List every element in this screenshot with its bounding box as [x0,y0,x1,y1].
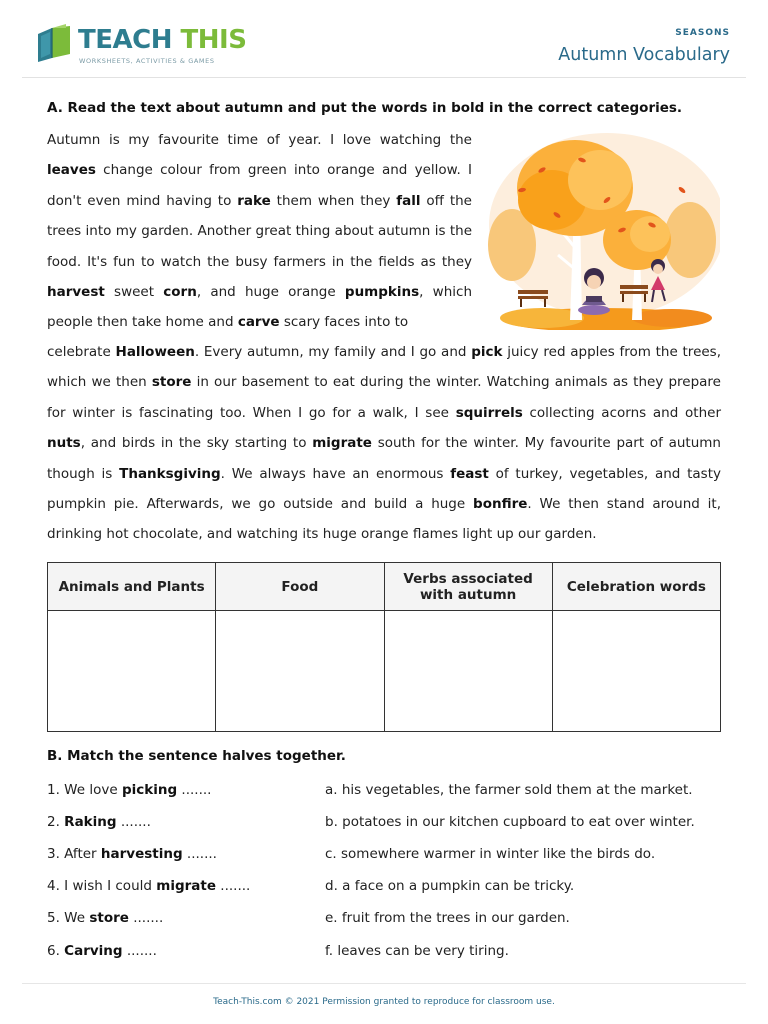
text-run: , and birds in the sky starting to [80,435,313,452]
page-header [22,0,746,78]
bold-vocabulary-word: pick [471,344,503,360]
match-right-item: d. a face on a pumpkin can be tricky. [325,878,575,894]
logo-tagline: WORKSHEETS, ACTIVITIES & GAMES [79,57,215,65]
logo-wordmark: TEACH THIS [78,25,247,55]
column-header-celebration: Celebration words [552,563,720,611]
categories-table [47,562,721,732]
text-run: scary faces into to [279,314,409,331]
text-run: change colour from green into orange and yellow. I don't even mind having to [47,162,472,209]
text-run: . We then stand around it, drinking hot chocolate, and watching its huge orange flames light up our garden. [47,496,721,543]
bold-vocabulary-word: corn [163,284,197,301]
answer-cell-celebration[interactable] [552,611,720,732]
bold-vocabulary-word: Thanksgiving [119,465,221,482]
match-right-item: b. potatoes in our kitchen cupboard to eat over winter. [325,814,695,830]
match-left-item: 2. Raking ....... [47,814,151,830]
section-b-title: B. Match the sentence halves together. [47,748,346,764]
teach-this-logo [36,22,247,70]
bold-vocabulary-word: store [151,374,192,391]
bold-vocabulary-word: rake [237,192,271,209]
match-left-item: 3. After harvesting ....... [47,846,217,862]
text-run: juicy red apples from the trees, which we then [47,344,722,391]
answer-cell-food[interactable] [216,611,384,732]
match-right-item: f. leaves can be very tiring. [325,943,509,959]
text-run: of turkey, vegetables, and tasty pumpkin pie. Afterwards, we go outside and build a huge [47,465,721,513]
text-run: , which people then take home and [47,284,473,331]
bold-vocabulary-word: harvest [47,284,105,301]
bold-vocabulary-word: feast [450,465,489,482]
text-run: off the trees into my garden. Another great thing about autumn is the food. It's fun to watch the busy farmers in the fields as they [47,192,472,270]
answer-cell-verbs[interactable] [384,611,552,732]
bold-vocabulary-word: pumpkins [344,284,420,301]
text-run: celebrate [47,344,116,360]
category-label: SEASONS [675,28,730,38]
match-left-item: 4. I wish I could migrate ....... [47,878,251,894]
text-run: collecting acorns and other [522,404,721,421]
text-run: . We always have an enormous [220,465,451,482]
worksheet-heading [558,28,730,66]
bold-vocabulary-word: leaves [47,162,96,179]
text-run: Autumn is my favourite time of year. I love watching the [47,132,472,148]
reading-text-bottom [47,337,721,550]
column-header-animals-plants: Animals and Plants [48,563,216,611]
bold-vocabulary-word: bonfire [473,496,528,513]
text-run: south for the winter. My favourite part of autumn though is [47,435,721,482]
match-left-item: 5. We store ....... [47,910,164,926]
bold-vocabulary-word: carve [237,314,280,331]
text-run: . Every autumn, my family and I go and [194,344,472,360]
match-right-item: c. somewhere warmer in winter like the birds do. [325,846,656,862]
text-run: in our basement to eat during the winter. Watching animals as they prepare for winter is fascinating too. When I go for a walk, I see [47,374,721,421]
bold-vocabulary-word: Halloween [115,344,195,360]
match-left-item: 1. We love picking ....... [47,782,212,798]
match-left-item: 6. Carving ....... [47,943,157,959]
copyright-footer: Teach-This.com © 2021 Permission granted to reproduce for classroom use. [22,983,746,1007]
column-header-food: Food [216,563,384,611]
autumn-park-illustration [482,130,720,330]
bold-vocabulary-word: nuts [47,435,81,452]
book-logo-icon [36,24,72,64]
bold-vocabulary-word: migrate [312,435,372,452]
table-header-row [48,563,721,611]
text-run: them when they [270,192,397,209]
answer-cell-animals-plants[interactable] [48,611,216,732]
bold-vocabulary-word: squirrels [455,404,523,421]
match-right-item: a. his vegetables, the farmer sold them at the market. [325,782,693,798]
match-right-item: e. fruit from the trees in our garden. [325,910,570,926]
text-run: , and huge orange [196,284,345,301]
bold-vocabulary-word: fall [396,192,421,209]
section-a-title: A. Read the text about autumn and put the words in bold in the correct categories. [47,100,683,116]
column-header-verbs: Verbs associated with autumn [384,563,552,611]
worksheet-title: Autumn Vocabulary [558,45,730,65]
table-answer-row [48,611,721,732]
reading-text-top [47,125,472,338]
text-run: sweet [104,284,164,301]
